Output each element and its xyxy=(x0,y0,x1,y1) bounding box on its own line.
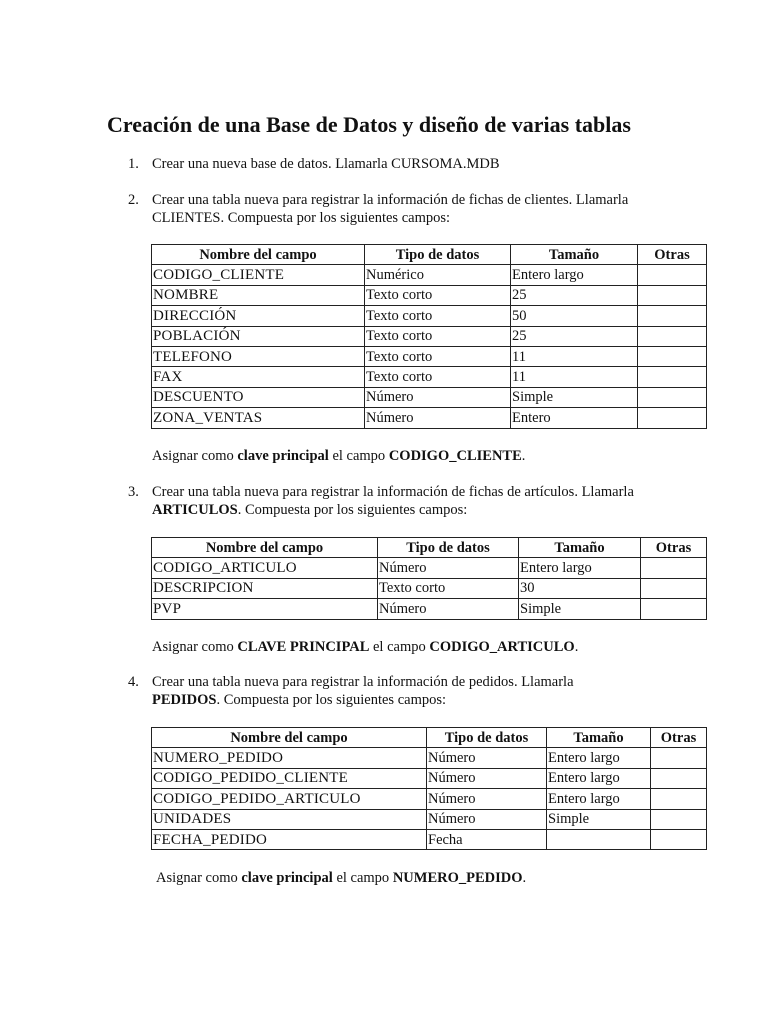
cell-tipo: Número xyxy=(378,558,519,578)
column-header: Otras xyxy=(651,728,707,748)
cell-otras xyxy=(638,367,707,387)
cell-campo: FAX xyxy=(152,367,365,387)
note-bold-field: CODIGO_ARTICULO xyxy=(429,639,575,655)
cell-otras xyxy=(651,789,707,809)
note-text: . xyxy=(521,448,526,464)
cell-tamano: Entero largo xyxy=(547,748,651,768)
step-text-line: Crear una tabla nueva para registrar la información de pedidos. Llamarla xyxy=(152,674,574,690)
step-number: 4. xyxy=(128,674,139,690)
primary-key-note xyxy=(156,869,526,887)
cell-campo: FECHA_PEDIDO xyxy=(152,829,427,849)
column-header: Tipo de datos xyxy=(378,538,519,558)
cell-tamano: Entero largo xyxy=(519,558,641,578)
note-bold-key: CLAVE PRINCIPAL xyxy=(237,639,370,655)
note-text: Asignar como xyxy=(152,448,238,464)
cell-tipo: Texto corto xyxy=(365,326,511,346)
table-row xyxy=(152,789,707,809)
step-text xyxy=(152,191,672,227)
step-text-line: Crear una tabla nueva para registrar la información de fichas de clientes. Llamarla xyxy=(152,192,629,208)
cell-campo: CODIGO_ARTICULO xyxy=(152,558,378,578)
column-header: Nombre del campo xyxy=(152,538,378,558)
note-bold-key: clave principal xyxy=(241,870,333,886)
cell-tamano xyxy=(547,829,651,849)
column-header: Tamaño xyxy=(511,245,638,265)
table-row xyxy=(152,558,707,578)
cell-tamano: Simple xyxy=(519,599,641,619)
cell-tipo: Texto corto xyxy=(365,367,511,387)
document-title: Creación de una Base de Datos y diseño de varias tablas xyxy=(107,112,631,137)
cell-otras xyxy=(641,599,707,619)
cell-campo: ZONA_VENTAS xyxy=(152,408,365,428)
cell-otras xyxy=(638,346,707,366)
table-row xyxy=(152,346,707,366)
column-header: Tamaño xyxy=(547,728,651,748)
cell-otras xyxy=(638,408,707,428)
step-number: 3. xyxy=(128,484,139,500)
cell-tipo: Número xyxy=(365,408,511,428)
column-header: Nombre del campo xyxy=(152,728,427,748)
table-row xyxy=(152,306,707,326)
cell-otras xyxy=(641,558,707,578)
note-text: el campo xyxy=(328,448,389,464)
cell-tamano: Simple xyxy=(511,387,638,407)
note-text: . xyxy=(522,870,527,886)
cell-tamano: 30 xyxy=(519,578,641,598)
step-text-line xyxy=(152,501,672,519)
step-text xyxy=(152,483,672,519)
table-clientes xyxy=(151,244,707,429)
note-bold-field: CODIGO_CLIENTE xyxy=(388,448,522,464)
step-text xyxy=(152,673,672,709)
cell-tipo: Número xyxy=(378,599,519,619)
cell-tamano: Entero largo xyxy=(547,768,651,788)
cell-tipo: Número xyxy=(427,748,547,768)
step-number: 2. xyxy=(128,192,139,208)
note-text: Asignar como xyxy=(156,870,242,886)
cell-tamano: 25 xyxy=(511,326,638,346)
step-3 xyxy=(128,483,668,519)
cell-campo: DESCUENTO xyxy=(152,387,365,407)
table-header-row xyxy=(152,245,707,265)
step-4 xyxy=(128,673,668,709)
step-1 xyxy=(128,155,668,173)
cell-otras xyxy=(638,306,707,326)
column-header: Tipo de datos xyxy=(427,728,547,748)
cell-campo: PVP xyxy=(152,599,378,619)
table-row xyxy=(152,408,707,428)
step-text-rest: . Compuesta por los siguientes campos: xyxy=(216,692,447,708)
cell-otras xyxy=(651,768,707,788)
cell-tamano: 50 xyxy=(511,306,638,326)
note-text: Asignar como xyxy=(152,639,238,655)
note-text: el campo xyxy=(369,639,430,655)
step-text-rest: . Compuesta por los siguientes campos: xyxy=(237,502,468,518)
step-number: 1. xyxy=(128,156,139,172)
cell-campo: POBLACIÓN xyxy=(152,326,365,346)
note-bold-key: clave principal xyxy=(237,448,329,464)
cell-otras xyxy=(651,748,707,768)
primary-key-note xyxy=(152,447,525,465)
table-row xyxy=(152,326,707,346)
step-text: Crear una nueva base de datos. Llamarla CURSOMA.MDB xyxy=(152,156,500,172)
cell-otras xyxy=(638,265,707,285)
cell-campo: DIRECCIÓN xyxy=(152,306,365,326)
cell-otras xyxy=(638,285,707,305)
cell-campo: TELEFONO xyxy=(152,346,365,366)
cell-tipo: Fecha xyxy=(427,829,547,849)
cell-tamano: 11 xyxy=(511,346,638,366)
table-row xyxy=(152,387,707,407)
cell-campo: CODIGO_CLIENTE xyxy=(152,265,365,285)
table-articulos xyxy=(151,537,707,620)
cell-campo: NUMERO_PEDIDO xyxy=(152,748,427,768)
cell-tipo: Número xyxy=(427,809,547,829)
cell-tipo: Texto corto xyxy=(365,285,511,305)
cell-tamano: 11 xyxy=(511,367,638,387)
column-header: Otras xyxy=(638,245,707,265)
cell-tipo: Numérico xyxy=(365,265,511,285)
cell-tamano: Entero xyxy=(511,408,638,428)
table-pedidos xyxy=(151,727,707,850)
column-header: Tipo de datos xyxy=(365,245,511,265)
cell-otras xyxy=(638,387,707,407)
cell-campo: DESCRIPCION xyxy=(152,578,378,598)
note-text: el campo xyxy=(332,870,393,886)
cell-tipo: Texto corto xyxy=(365,306,511,326)
table-row xyxy=(152,768,707,788)
cell-tamano: 25 xyxy=(511,285,638,305)
table-name: ARTICULOS xyxy=(152,502,238,518)
cell-campo: UNIDADES xyxy=(152,809,427,829)
primary-key-note xyxy=(152,638,578,656)
note-bold-field: NUMERO_PEDIDO xyxy=(392,870,523,886)
column-header: Otras xyxy=(641,538,707,558)
cell-otras xyxy=(641,578,707,598)
cell-tipo: Número xyxy=(427,768,547,788)
cell-tipo: Número xyxy=(427,789,547,809)
table-row xyxy=(152,367,707,387)
note-text: . xyxy=(574,639,579,655)
cell-tamano: Entero largo xyxy=(511,265,638,285)
cell-otras xyxy=(651,809,707,829)
table-header-row xyxy=(152,538,707,558)
cell-tipo: Número xyxy=(365,387,511,407)
step-text-line xyxy=(152,691,672,709)
table-row xyxy=(152,265,707,285)
table-row xyxy=(152,809,707,829)
table-row xyxy=(152,829,707,849)
step-2 xyxy=(128,191,668,227)
cell-tamano: Simple xyxy=(547,809,651,829)
cell-otras xyxy=(651,829,707,849)
cell-otras xyxy=(638,326,707,346)
table-name: PEDIDOS xyxy=(152,692,217,708)
cell-tipo: Texto corto xyxy=(365,346,511,366)
table-row xyxy=(152,285,707,305)
table-row xyxy=(152,748,707,768)
table-row xyxy=(152,599,707,619)
step-text-line: CLIENTES. Compuesta por los siguientes campos: xyxy=(152,210,451,226)
column-header: Nombre del campo xyxy=(152,245,365,265)
table-row xyxy=(152,578,707,598)
cell-tipo: Texto corto xyxy=(378,578,519,598)
cell-campo: CODIGO_PEDIDO_ARTICULO xyxy=(152,789,427,809)
step-text-line: Crear una tabla nueva para registrar la información de fichas de artículos. Llamarla xyxy=(152,484,634,500)
cell-campo: CODIGO_PEDIDO_CLIENTE xyxy=(152,768,427,788)
table-header-row xyxy=(152,728,707,748)
cell-campo: NOMBRE xyxy=(152,285,365,305)
column-header: Tamaño xyxy=(519,538,641,558)
cell-tamano: Entero largo xyxy=(547,789,651,809)
